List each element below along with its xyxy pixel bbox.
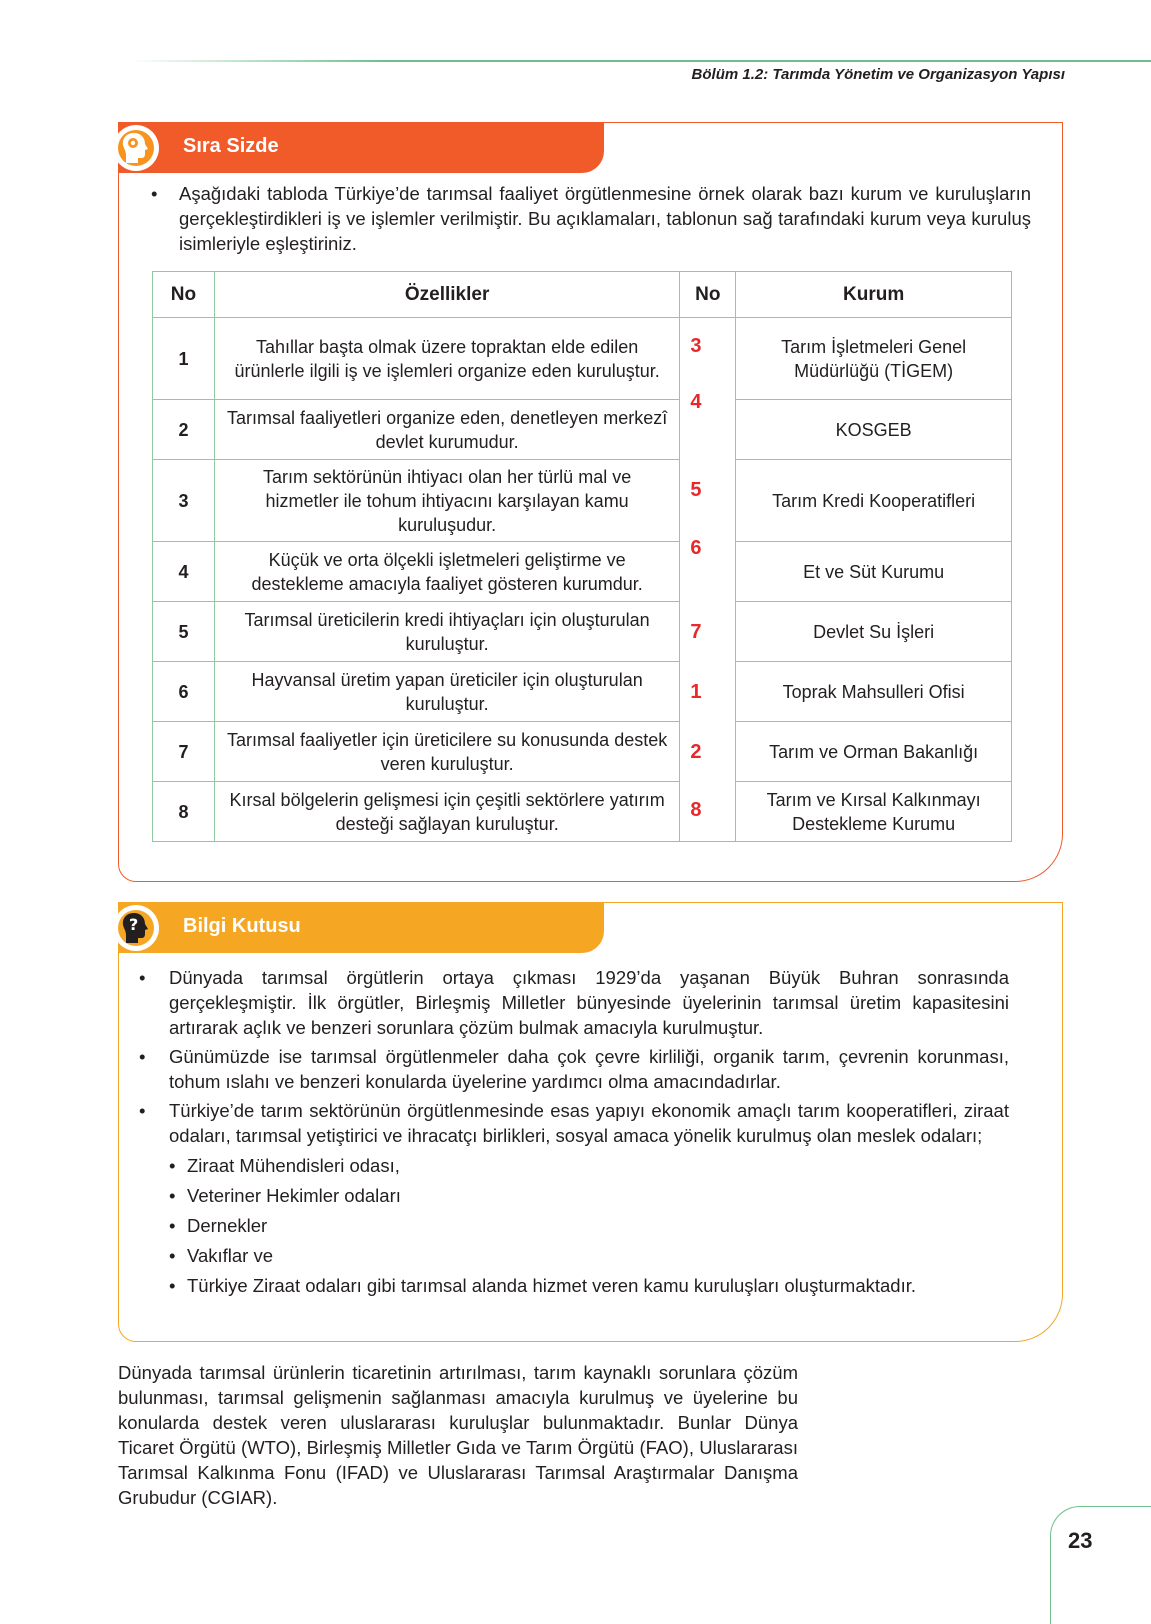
table-row <box>153 722 1012 782</box>
answer-number: 4 <box>690 390 702 413</box>
sub-list-item: • Türkiye Ziraat odaları gibi tarımsal alanda hizmet veren kamu kuruluşları oluşturmaktadır. <box>139 1273 1009 1298</box>
row-no: 1 <box>153 318 215 400</box>
sub-list-item: • Veteriner Hekimler odaları <box>139 1183 1009 1208</box>
row-no: 6 <box>153 662 215 722</box>
row-no: 5 <box>153 602 215 662</box>
section-title: Bölüm 1.2: Tarımda Yönetim ve Organizasyon Yapısı <box>691 66 1065 83</box>
question-head-icon <box>113 905 159 951</box>
sira-sizde-box <box>118 122 1063 882</box>
row-kurum: KOSGEB <box>736 400 1012 460</box>
list-item: • Dünyada tarımsal örgütlerin ortaya çıkması 1929’da yaşanan Büyük Buhran sonrasında gerçekleşmiştir. İlk örgütler, Birleşmiş Milletler bünyesinde üyelerinin tarımsal üretim kapasitesini artırarak açlık ve benzeri sorunlara çözüm bulmak amacıyla kurulmuştur. <box>139 965 1009 1040</box>
row-no: 7 <box>153 722 215 782</box>
bilgi-kutusu-box <box>118 902 1063 1342</box>
table-row <box>153 602 1012 662</box>
row-no: 2 <box>153 400 215 460</box>
bilgi-kutusu-tag <box>119 903 604 953</box>
thinking-head-icon <box>113 125 159 171</box>
row-kurum: Devlet Su İşleri <box>736 602 1012 662</box>
page-number: 23 <box>1068 1528 1093 1553</box>
row-ozellik: Tarımsal üreticilerin kredi ihtiyaçları için oluşturulan kuruluştur. <box>214 602 679 662</box>
header-kurum: Kurum <box>736 272 1012 318</box>
answer-number: 7 <box>690 620 702 643</box>
row-no: 8 <box>153 782 215 842</box>
page-corner <box>1050 1506 1151 1624</box>
header-no-2: No <box>680 272 736 318</box>
svg-text:?: ? <box>129 915 139 934</box>
row-ozellik: Tarımsal faaliyetler için üreticilere su konusunda destek veren kuruluştur. <box>214 722 679 782</box>
bilgi-list <box>139 965 1009 1298</box>
sub-list-item: • Dernekler <box>139 1213 1009 1238</box>
table-row <box>153 460 1012 542</box>
answer-number: 8 <box>690 798 702 821</box>
row-kurum: Tarım İşletmeleri Genel Müdürlüğü (TİGEM) <box>736 318 1012 400</box>
header-no: No <box>153 272 215 318</box>
row-ozellik: Küçük ve orta ölçekli işletmeleri geliştirme ve destekleme amacıyla faaliyet gösteren kurumdur. <box>214 542 679 602</box>
answer-number: 5 <box>690 478 702 501</box>
row-no: 4 <box>153 542 215 602</box>
row-kurum: Tarım Kredi Kooperatifleri <box>736 460 1012 542</box>
row-no: 3 <box>153 460 215 542</box>
answer-number: 1 <box>690 680 702 703</box>
table-row <box>153 542 1012 602</box>
body-paragraph: Dünyada tarımsal ürünlerin ticaretinin artırılması, tarım kaynaklı sorunlara çözüm bulunması, tarımsal gelişmenin sağlanması amacıyla kurulmuş ve üyelerine bu konularda destek veren uluslararası kuruluşlar bulunmaktadır. Bunlar Dünya Ticaret Örgütü (WTO), Birleşmiş Milletler Gıda ve Tarım Örgütü (FAO), Uluslararası Tarımsal Kalkınma Fonu (IFAD) ve Uluslararası Tarımsal Araştırmalar Danışma Grubudur (CGIAR). <box>118 1362 798 1508</box>
bilgi-kutusu-title: Bilgi Kutusu <box>183 915 301 937</box>
answer-number: 3 <box>690 335 702 357</box>
sira-sizde-title: Sıra Sizde <box>183 135 279 157</box>
table-header-row <box>153 272 1012 318</box>
matching-table <box>152 271 1012 842</box>
answer-number: 6 <box>690 536 702 559</box>
table-row <box>153 318 1012 400</box>
answer-number: 2 <box>690 740 702 763</box>
table-row <box>153 400 1012 460</box>
list-item: • Türkiye’de tarım sektörünün örgütlenmesinde esas yapıyı ekonomik amaçlı tarım kooperatifleri, ziraat odaları, tarımsal yetiştirici ve ihracatçı birlikleri, sosyal amaca yönelik kurulmuş olan meslek odaları; <box>139 1098 1009 1148</box>
row-kurum: Toprak Mahsulleri Ofisi <box>736 662 1012 722</box>
row-ozellik: Tahıllar başta olmak üzere topraktan elde edilen ürünlerle ilgili iş ve işlemleri organize eden kuruluştur. <box>214 318 679 400</box>
header-rule <box>130 60 1151 62</box>
row-kurum: Et ve Süt Kurumu <box>736 542 1012 602</box>
table-row <box>153 782 1012 842</box>
sub-list-item: • Vakıflar ve <box>139 1243 1009 1268</box>
row-ozellik: Tarımsal faaliyetleri organize eden, denetleyen merkezî devlet kurumudur. <box>214 400 679 460</box>
row-ozellik: Kırsal bölgelerin gelişmesi için çeşitli sektörlere yatırım desteği sağlayan kuruluştur. <box>214 782 679 842</box>
sira-sizde-intro: • Aşağıdaki tabloda Türkiye’de tarımsal faaliyet örgütlenmesine örnek olarak bazı kurum ve kuruluşların gerçekleştirdikleri iş ve işlemler verilmiştir. Bu açıklamaları, tablonun sağ tarafındaki kurum veya kuruluş isimleriyle eşleştiriniz. <box>151 181 1031 256</box>
table-row <box>153 662 1012 722</box>
header-ozellikler: Özellikler <box>214 272 679 318</box>
list-item: • Günümüzde ise tarımsal örgütlenmeler daha çok çevre kirliliği, organik tarım, çevrenin korunması, tohum ıslahı ve benzeri konularda üyelerine yardımcı olma amacındadırlar. <box>139 1044 1009 1094</box>
sub-list-item: • Ziraat Mühendisleri odası, <box>139 1153 1009 1178</box>
row-kurum: Tarım ve Kırsal Kalkınmayı Destekleme Kurumu <box>736 782 1012 842</box>
row-kurum: Tarım ve Orman Bakanlığı <box>736 722 1012 782</box>
row-ozellik: Hayvansal üretim yapan üreticiler için oluşturulan kuruluştur. <box>214 662 679 722</box>
sira-sizde-tag <box>119 123 604 173</box>
row-ozellik: Tarım sektörünün ihtiyacı olan her türlü mal ve hizmetler ile tohum ihtiyacını karşılayan kamu kuruluşudur. <box>214 460 679 542</box>
